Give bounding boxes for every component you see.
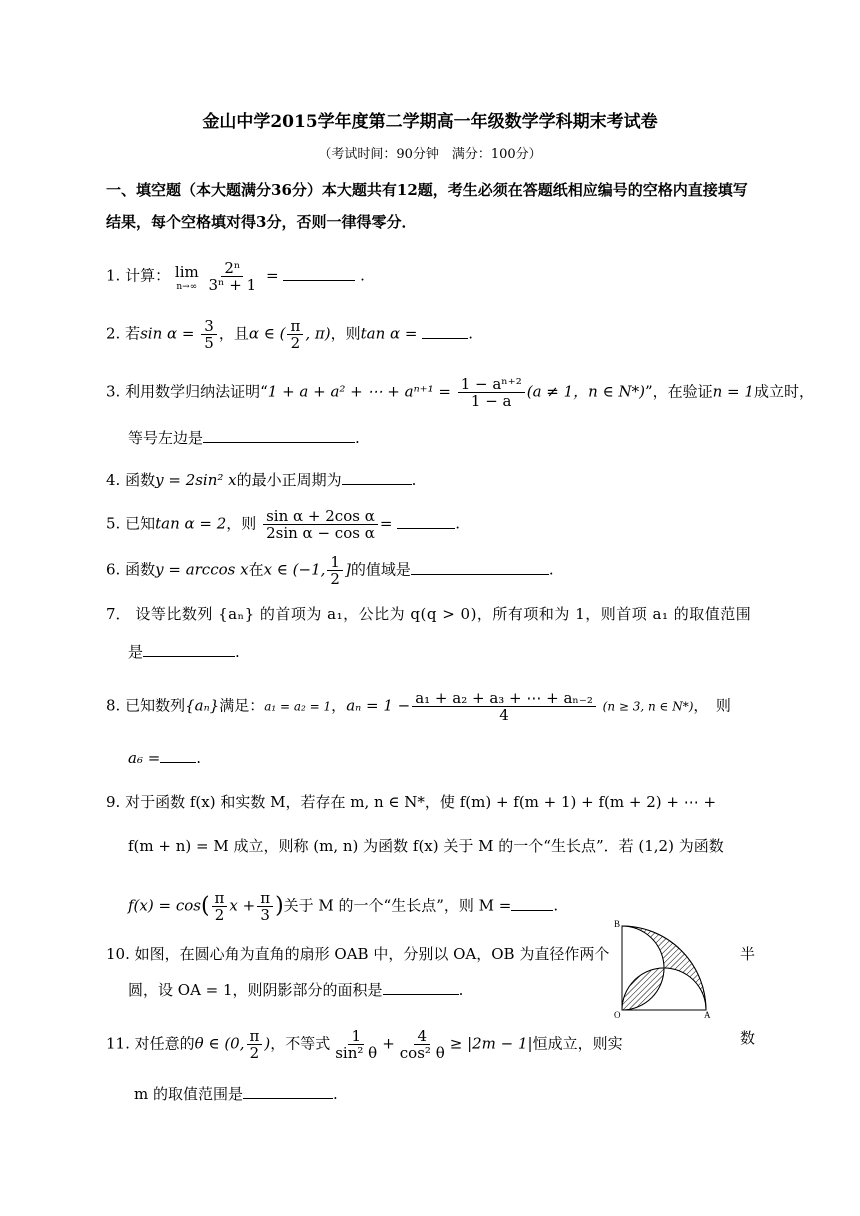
question-6: 6. 函数y = arccos x在x ∈ (−1, $\frac{1}{2}$ ]的值域是 . bbox=[106, 553, 554, 588]
answer-blank[interactable] bbox=[342, 468, 412, 485]
page-title: 金山中学2015学年度第二学期高一年级数学学科期末考试卷 bbox=[202, 112, 658, 132]
question-10-wrap: 半 bbox=[740, 945, 756, 963]
question-8-cont: a₆ = . bbox=[128, 746, 860, 768]
question-number: 1. bbox=[106, 266, 121, 285]
answer-blank[interactable] bbox=[243, 1082, 333, 1099]
answer-blank[interactable] bbox=[422, 322, 468, 339]
section-instructions: 结果，每个空格填对得3分，否则一律得零分． bbox=[106, 213, 417, 231]
question-10: 10. 如图，在圆心角为直角的扇形 OAB 中，分别以 OA，OB 为直径作两个 bbox=[106, 945, 610, 963]
question-3: 3. 利用数学归纳法证明“1 + a + a² + ⋯ + aⁿ⁺¹ = $\frac{\text{1 − aⁿ⁺²}}{1 - a}$ (a ≠ 1，n ∈ N*)”，在验证n = 1成立时， bbox=[106, 375, 814, 410]
answer-blank[interactable] bbox=[143, 640, 235, 657]
question-2: 2. 若sin α = $\frac{3}{5}$ ，且α ∈ ( $\frac{\pi}{2}$ , π)，则tan α = . bbox=[106, 317, 474, 352]
question-9-line3: f(x) = cos( $\frac{\pi}{2}$ x + $\frac{\pi}{3}$ )关于 M 的一个“生长点”，则 M = . bbox=[128, 889, 559, 924]
label-a: A bbox=[704, 1010, 711, 1020]
question-11: 11. 对任意的θ ∈ (0, $\frac{\pi}{2}$ )，不等式 $\frac{1}{\text{sin² θ}}$ + $\frac{4}{\text{cos² θ}}$ ≥ |2m − 1|恒成立，则实 bbox=[106, 1027, 623, 1062]
exam-info: （考试时间：90分钟 满分：100分） bbox=[318, 147, 542, 162]
question-1: 1. 计算： lim n→∞ $\frac{\text{2ⁿ}}{\text{3ⁿ + 1}}$ = . bbox=[106, 259, 365, 294]
answer-blank[interactable] bbox=[203, 426, 355, 443]
question-10-cont: 圆，设 OA = 1，则阴影部分的面积是 . bbox=[128, 978, 860, 1000]
question-4: 4. 函数y = 2sin² x的最小正周期为 . bbox=[106, 468, 860, 490]
question-9: 9. 对于函数 f(x) 和实数 M，若存在 m, n ∈ N*，使 f(m) + f(m + 1) + f(m + 2) + ⋯ + bbox=[106, 793, 717, 811]
answer-blank[interactable] bbox=[283, 264, 355, 281]
question-7: 7． 设等比数列 {aₙ} 的首项为 a₁，公比为 q(q > 0)，所有项和为 1，则首项 a₁ 的取值范围 bbox=[106, 605, 752, 623]
section-heading: 一、填空题（本大题满分36分）本大题共有12题，考生必须在答题纸相应编号的空格内直接填写 bbox=[106, 181, 748, 199]
answer-blank[interactable] bbox=[397, 512, 455, 529]
answer-blank[interactable] bbox=[411, 558, 549, 575]
answer-blank[interactable] bbox=[511, 894, 553, 911]
question-8: 8. 已知数列{aₙ}满足：a₁ = a₂ = 1，aₙ = 1 − $\frac{\text{a₁ + a₂ + a₃ + ⋯ + aₙ₋₂}}{4}$ (n ≥ 3, n ∈ N*)， 则 bbox=[106, 689, 731, 724]
question-11-cont: m 的取值范围是 . bbox=[134, 1082, 860, 1104]
question-9-line2: f(m + n) = M 成立，则称 (m, n) 为函数 f(x) 关于 M 的一个“生长点”．若 (1,2) 为函数 bbox=[128, 837, 724, 855]
question-5: 5. 已知tan α = 2，则 $\frac{\text{sin α + 2cos α}}{\text{2sin α − cos α}}$ = . bbox=[106, 507, 460, 542]
label-o: O bbox=[614, 1010, 621, 1020]
answer-blank[interactable] bbox=[383, 978, 459, 995]
label-b: B bbox=[614, 919, 621, 929]
question-3-cont: 等号左边是 . bbox=[128, 426, 860, 448]
question-7-cont: 是 . bbox=[128, 640, 860, 662]
sector-figure bbox=[610, 915, 720, 1020]
answer-blank[interactable] bbox=[160, 746, 196, 763]
question-11-wrap: 数 bbox=[740, 1029, 756, 1047]
